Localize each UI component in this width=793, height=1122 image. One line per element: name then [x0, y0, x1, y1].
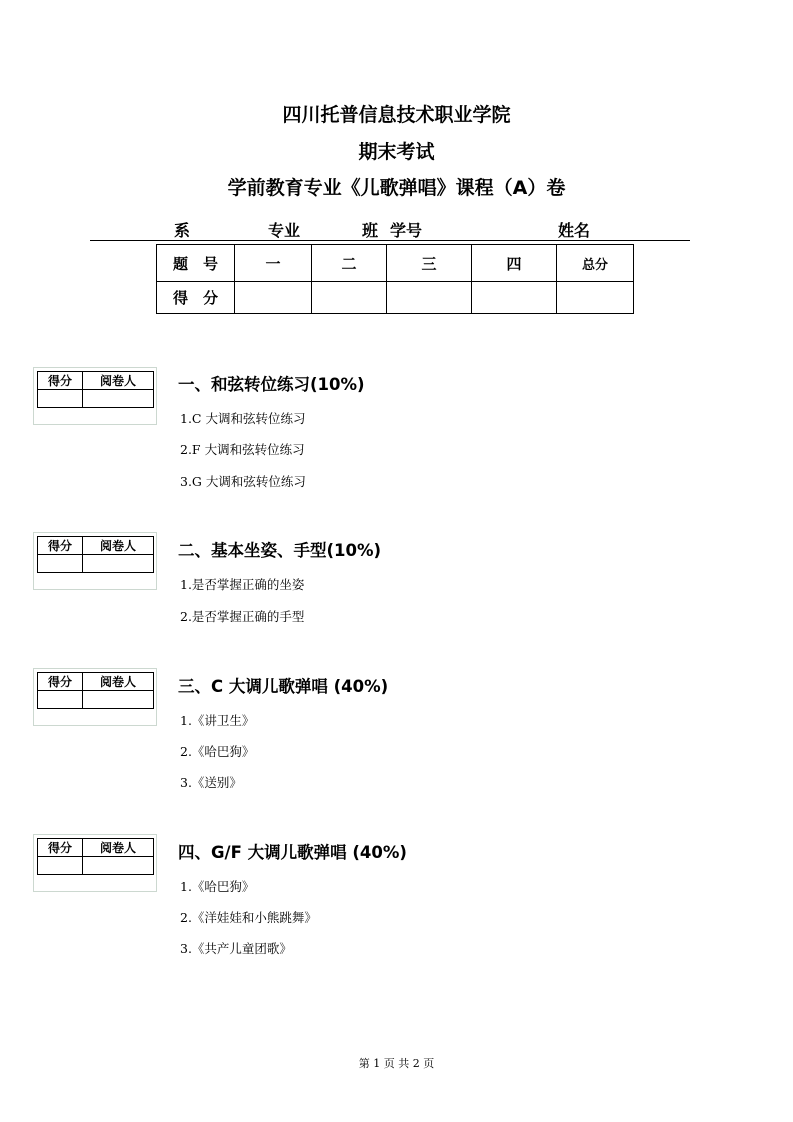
section-4-title: 四、G/F 大调儿歌弹唱 (40%): [178, 843, 407, 862]
section-1-item-2: 2.F 大调和弦转位练习: [180, 442, 305, 457]
score-cell-2: [312, 282, 387, 314]
student-id-label: 学号: [390, 221, 423, 240]
section-2-item-2: 2.是否掌握正确的手型: [180, 609, 305, 624]
class-label: 班: [362, 221, 379, 240]
section-2-item-1: 1.是否掌握正确的坐姿: [180, 577, 305, 592]
section-1-title: 一、和弦转位练习(10%): [178, 375, 365, 394]
student-info-line: [90, 218, 690, 241]
grader-name-label: 阅卷人: [83, 537, 154, 555]
question-number-header: 题 号: [157, 245, 235, 282]
score-cell-1: [235, 282, 312, 314]
section-4-item-1: 1.《哈巴狗》: [180, 879, 255, 894]
section-1-item-1: 1.C 大调和弦转位练习: [180, 411, 306, 426]
col-1-header: 一: [235, 245, 312, 282]
col-3-header: 三: [387, 245, 472, 282]
total-header: 总分: [557, 245, 634, 282]
section-3-item-3: 3.《送别》: [180, 775, 242, 790]
grader-box-3: [33, 668, 157, 726]
grader-box-2: [33, 532, 157, 590]
course-title: 学前教育专业《儿歌弹唱》课程（A）卷: [227, 177, 566, 199]
school-name: 四川托普信息技术职业学院: [282, 104, 511, 126]
section-2-title: 二、基本坐姿、手型(10%): [178, 541, 382, 560]
section-1-item-3: 3.G 大调和弦转位练习: [180, 474, 306, 489]
score-cell-4: [472, 282, 557, 314]
col-4-header: 四: [472, 245, 557, 282]
page-footer: 第 1 页 共 2 页: [358, 1057, 435, 1070]
grader-box-1: [33, 367, 157, 425]
col-2-header: 二: [312, 245, 387, 282]
score-cell-3: [387, 282, 472, 314]
score-table: [156, 244, 634, 314]
major-label: 专业: [268, 221, 301, 240]
grader-score-label: 得分: [38, 537, 83, 555]
exam-title: 期末考试: [358, 141, 435, 163]
grader-name-label: 阅卷人: [83, 673, 154, 691]
name-label: 姓名: [558, 221, 591, 240]
section-3-item-2: 2.《哈巴狗》: [180, 744, 255, 759]
section-4-item-3: 3.《共产儿童团歌》: [180, 941, 292, 956]
grader-score-label: 得分: [38, 673, 83, 691]
grader-score-label: 得分: [38, 839, 83, 857]
score-row-label: 得 分: [157, 282, 235, 314]
grader-name-label: 阅卷人: [83, 372, 154, 390]
dept-label: 系: [174, 221, 191, 240]
section-3-title: 三、C 大调儿歌弹唱 (40%): [178, 677, 389, 696]
section-4-item-2: 2.《洋娃娃和小熊跳舞》: [180, 910, 317, 925]
section-3-item-1: 1.《讲卫生》: [180, 713, 255, 728]
grader-box-4: [33, 834, 157, 892]
grader-name-label: 阅卷人: [83, 839, 154, 857]
grader-score-label: 得分: [38, 372, 83, 390]
score-cell-total: [557, 282, 634, 314]
